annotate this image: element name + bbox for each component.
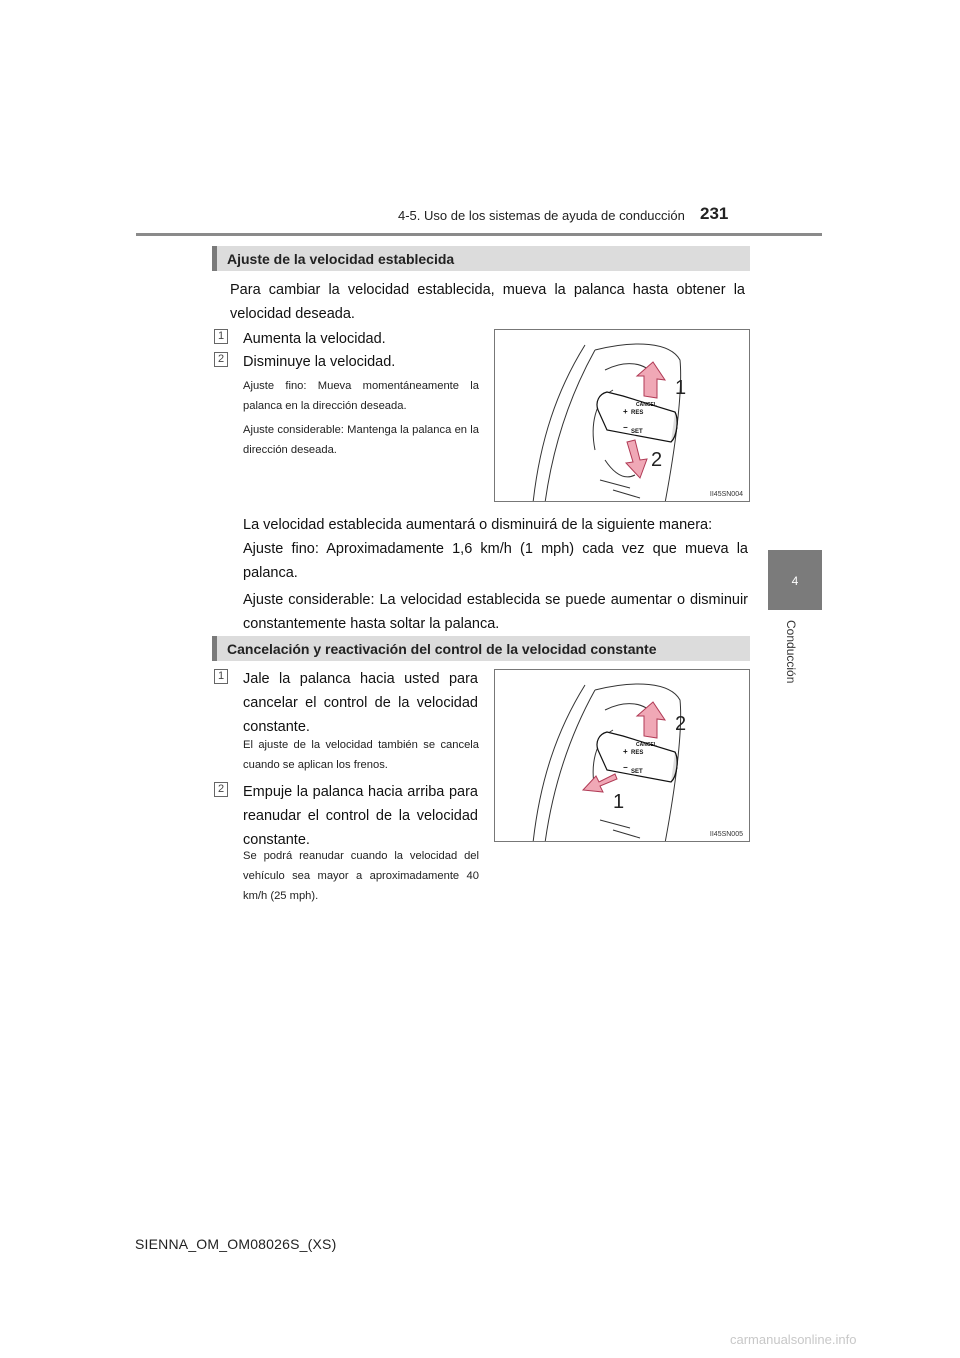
arrow-pull	[583, 774, 617, 792]
cancel-badge-1: 1	[214, 669, 228, 684]
resume-step-text: Empuje la palanca hacia arriba para reanudar el control de la velocidad constante.	[243, 784, 478, 848]
cancel-note: El ajuste de la velocidad también se cancela cuando se aplican los frenos.	[243, 739, 479, 771]
note-considerable: Ajuste considerable: Mantenga la palanca en la dirección deseada.	[243, 424, 479, 456]
step-badge-1: 1	[214, 329, 228, 344]
manual-footer-code: SIENNA_OM_OM08026S_(XS)	[135, 1236, 337, 1252]
section1-intro: Para cambiar la velocidad establecida, mueva la palanca hasta obtener la velocidad deseada.	[230, 282, 745, 322]
header-rule	[136, 233, 822, 236]
figure1-callout-1: 1	[675, 377, 687, 399]
step-text-2: Disminuye la velocidad.	[243, 354, 396, 370]
cancel-step-text: Jale la palanca hacia usted para cancelar el control de la velocidad constante.	[243, 671, 478, 735]
section-title-cancelacion: Cancelación y reactivación del control de la velocidad constante	[212, 636, 750, 661]
resume-badge-2: 2	[214, 782, 228, 797]
lever-illustration	[495, 330, 750, 502]
note-fine: Ajuste fino: Mueva momentáneamente la palanca en la dirección deseada.	[243, 380, 479, 412]
figure-lever-cancel	[494, 669, 750, 842]
step-text-1: Aumenta la velocidad.	[243, 331, 386, 347]
figure2-callout-1: 1	[613, 791, 625, 813]
step-badge-2: 2	[214, 352, 228, 367]
figure2-code: II45SN005	[709, 831, 743, 838]
chapter-label: Conducción	[784, 620, 798, 684]
figure1-callout-2: 2	[651, 449, 663, 471]
lever2-cancel-label: CANCEL	[636, 742, 657, 748]
speed-change-paragraph: La velocidad establecida aumentará o disminuirá de la siguiente manera:	[243, 517, 713, 533]
arrow-up	[637, 362, 665, 398]
lever2-set-label: SET	[631, 769, 643, 775]
resume-note: Se podrá reanudar cuando la velocidad del vehículo sea mayor a aproximadamente 40 km/h (25 mph).	[243, 850, 479, 902]
page-number: 231	[700, 204, 729, 223]
lever-res-label: RES	[631, 410, 644, 416]
considerable-adjust-paragraph: Ajuste considerable: La velocidad establecida se puede aumentar o disminuir constantemente hasta soltar la palanca.	[243, 592, 748, 632]
lever-set-label: SET	[631, 429, 643, 435]
lever2-res-label: RES	[631, 750, 644, 756]
chapter-tab: 4	[768, 550, 822, 610]
lever-illustration-2	[495, 670, 750, 842]
lever2-minus-sign: −	[623, 763, 628, 772]
lever-plus-sign: +	[623, 407, 628, 416]
arrow-down	[626, 440, 647, 478]
running-header: 4-5. Uso de los sistemas de ayuda de conducción	[398, 208, 685, 223]
lever2-plus-sign: +	[623, 747, 628, 756]
fine-adjust-paragraph: Ajuste fino: Aproximadamente 1,6 km/h (1 mph) cada vez que mueva la palanca.	[243, 541, 748, 581]
lever-minus-sign: −	[623, 423, 628, 432]
lever-cancel-label: CANCEL	[636, 402, 657, 408]
arrow-up-2	[637, 702, 665, 738]
section-title-ajuste: Ajuste de la velocidad establecida	[212, 246, 750, 271]
figure-lever-adjust	[494, 329, 750, 502]
watermark: carmanualsonline.info	[730, 1332, 857, 1347]
figure2-callout-2: 2	[675, 713, 687, 735]
figure1-code: II45SN004	[709, 491, 743, 498]
